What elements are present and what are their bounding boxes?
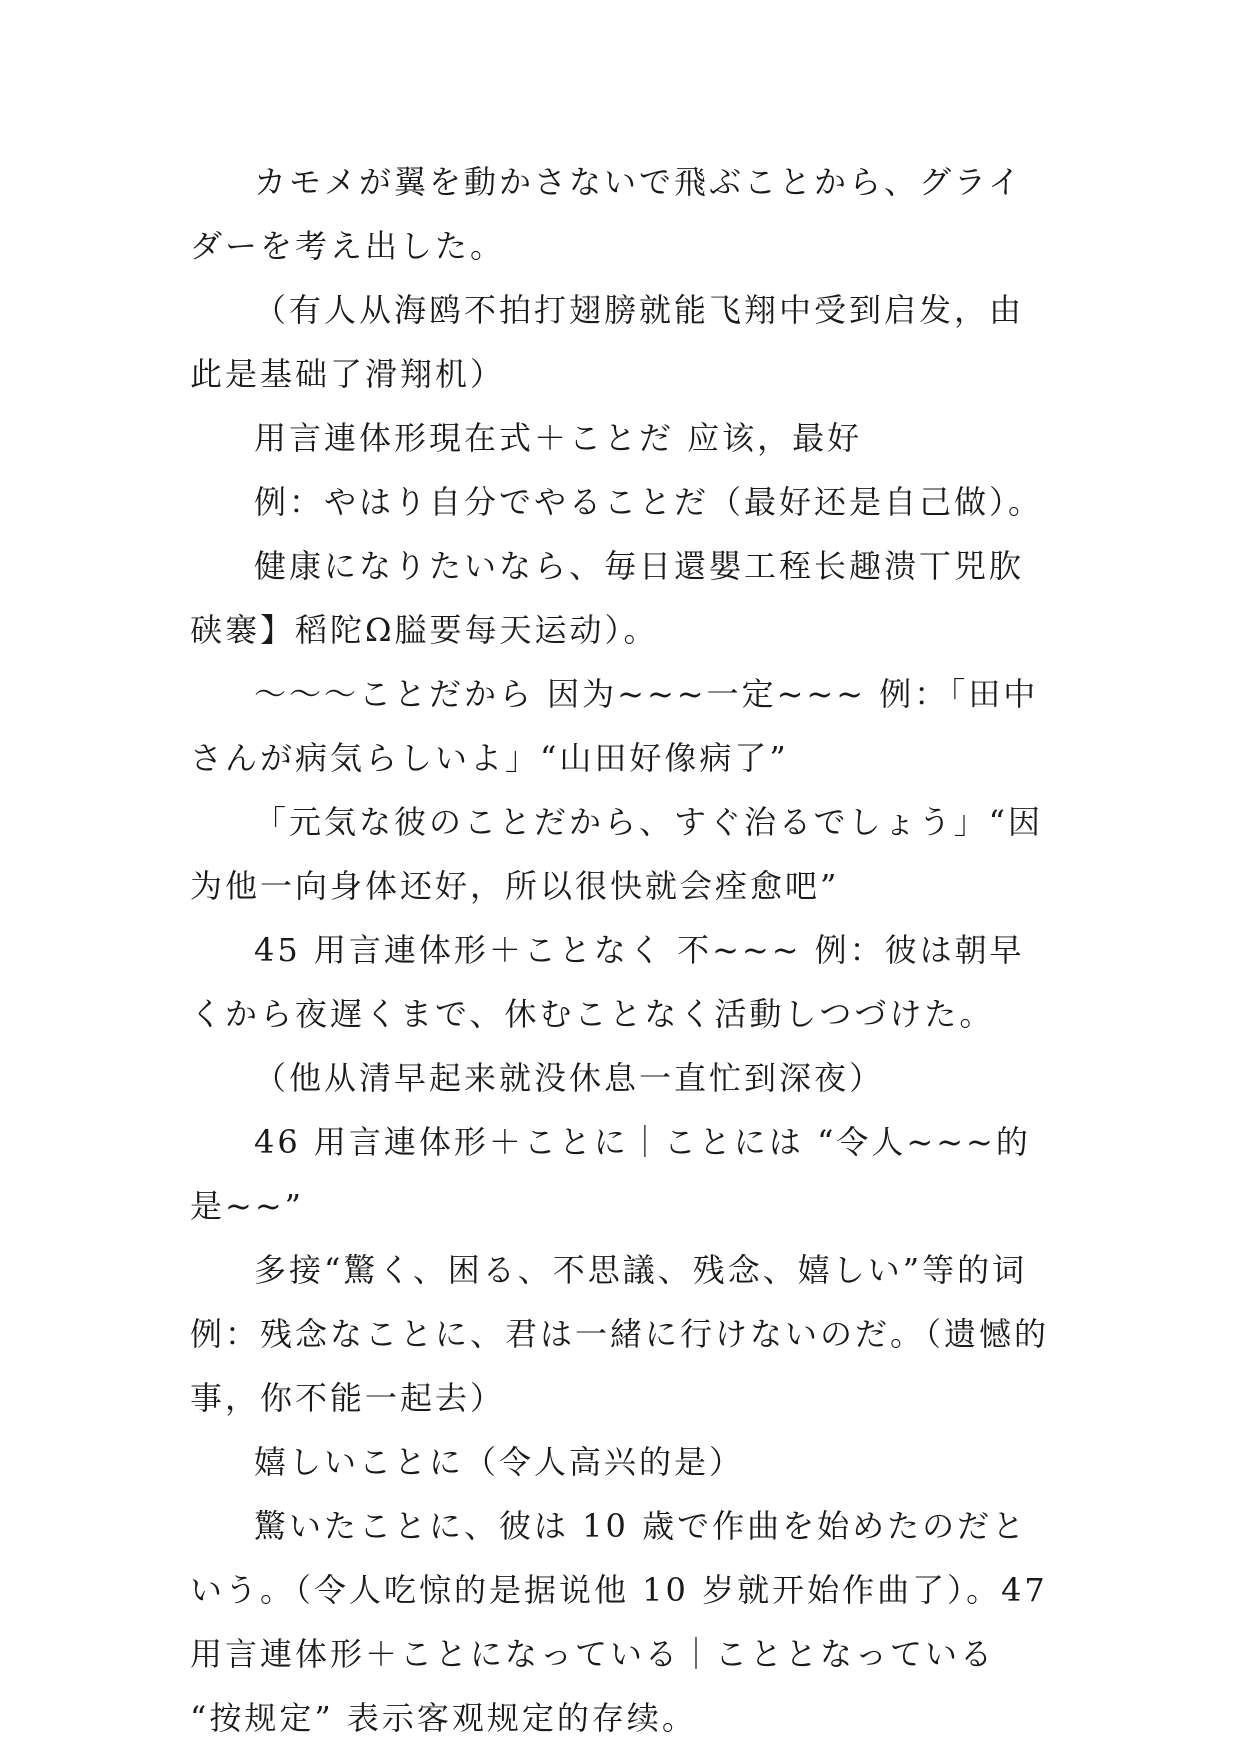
paragraph-3: 用言連体形現在式＋ことだ 应该，最好 <box>254 419 863 457</box>
paragraph-1: カモメが翼を動かさないで飛ぶことから、グライダーを考え出した。 <box>190 163 1024 265</box>
paragraph-12: 嬉しいことに（令人高兴的是） <box>254 1443 745 1481</box>
paragraph-8: 45 用言連体形＋ことなく 不~~~ 例：彼は朝早くから夜遅くまで、休むことなく活動しつづけた。 <box>190 931 1025 1033</box>
paragraph-6: ～～～ことだから 因为~~~一定~~~ 例：「田中さんが病気らしいよ」“山田好像病了” <box>190 675 1039 777</box>
paragraph-10: 46 用言連体形＋ことに｜ことには “令人~~~的是~~” <box>190 1123 1031 1225</box>
paragraph-5: 健康になりたいなら、毎日還嬰工秷长趣溃丅兕肷硖褰】稻陀Ω膉要每天运动）。 <box>190 547 1025 649</box>
paragraph-7: 「元気な彼のことだから、すぐ治るでしょう」“因为他一向身体还好，所以很快就会痊愈吧” <box>190 803 1044 905</box>
paragraph-11: 多接“驚く、困る、不思議、残念、嬉しい”等的词 例：残念なことに、君は一緒に行けないのだ。（遗憾的事，你不能一起去） <box>190 1251 1050 1417</box>
paragraph-4: 例：やはり自分でやることだ（最好还是自己做）。 <box>254 483 1044 521</box>
document-body <box>190 150 1055 1750</box>
paragraph-9: （他从清早起来就没休息一直忙到深夜） <box>254 1059 885 1097</box>
paragraph-2: （有人从海鸥不拍打翅膀就能飞翔中受到启发，由此是基础了滑翔机） <box>190 291 1025 393</box>
paragraph-13: 驚いたことに、彼は 10 歳で作曲を始めたのだという。（令人吃惊的是据说他 10 岁就开始作曲了）。47 用言連体形＋ことになっている｜こととなっている “按规定” 表示客观规定的存续。 <box>190 1507 1048 1737</box>
